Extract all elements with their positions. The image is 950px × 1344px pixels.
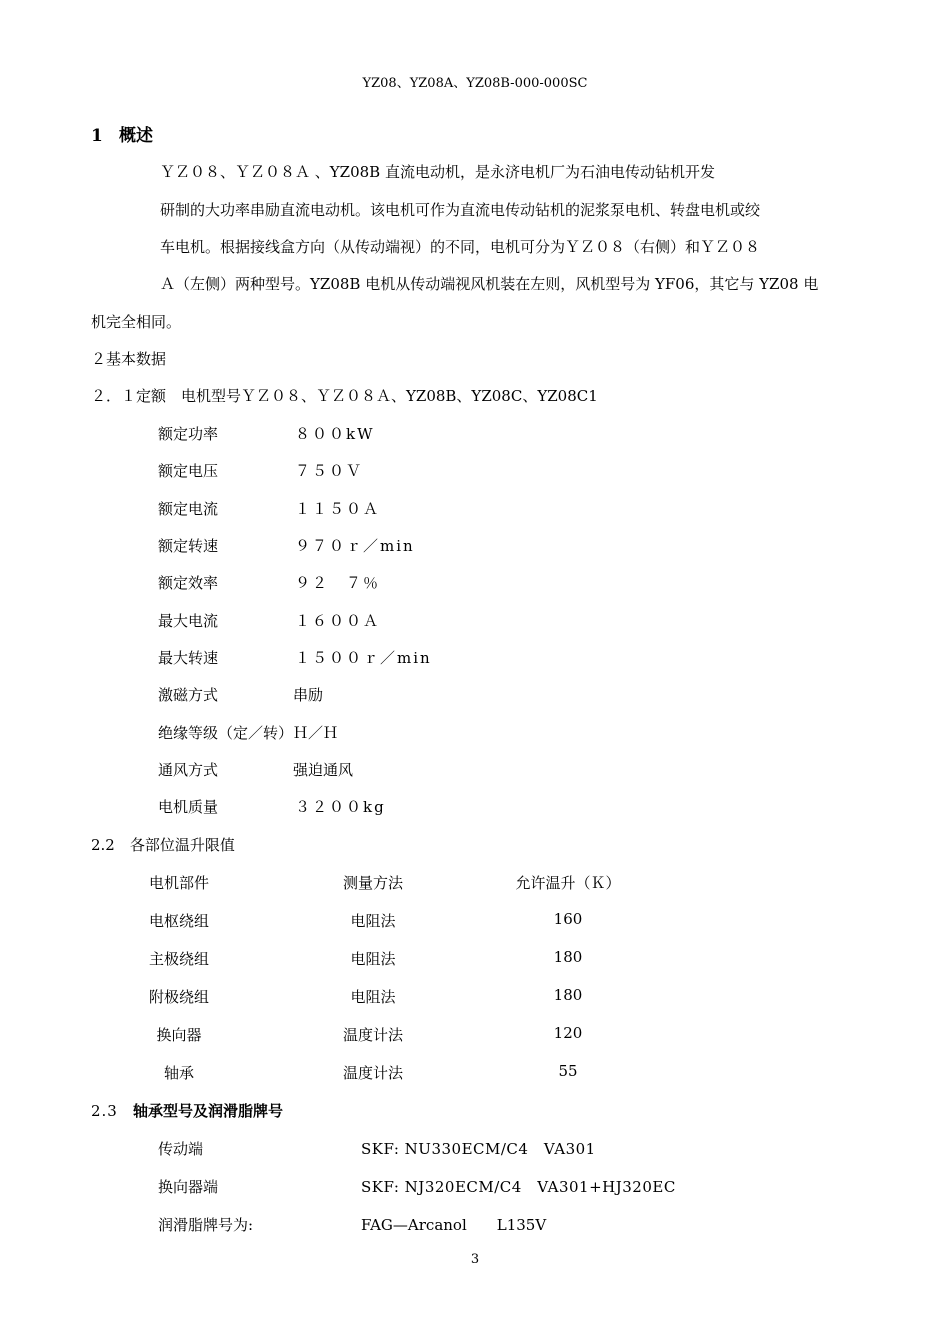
table-header-cell: 测量方法 (342, 874, 403, 892)
section-2-3-heading (91, 1100, 283, 1121)
overview-line-1: ＹＺ０８、ＹＺ０８Ａ 、YZ08B 直流电动机，是永济电机厂为石油电传动钻机开发 (160, 163, 715, 181)
rating-value: ９２ ７％ (295, 574, 381, 592)
table-cell: 55 (558, 1062, 578, 1080)
section-1-heading (91, 121, 153, 146)
rating-value: ３２００kg (295, 798, 386, 816)
rating-label: 绝缘等级（定／转）Ｈ／Ｈ (158, 724, 339, 742)
bearing-label: 传动端 (158, 1140, 204, 1158)
overview-line-4: Ａ（左侧）两种型号。YZ08B 电机从传动端视风机装在左则，风机型号为 YF06，其它与 YZ08 电 (160, 275, 819, 293)
rating-label: 额定电流 (158, 500, 219, 518)
table-header-cell: 电机部件 (148, 874, 209, 892)
section-2-2-heading: 2.2 各部位温升限值 (91, 836, 235, 854)
section-2-3-title: 轴承型号及润滑脂牌号 (133, 1102, 284, 1120)
overview-line-3: 车电机。根据接线盒方向（从传动端视）的不同，电机可分为ＹＺ０８（右侧）和ＹＺ０８ (160, 238, 761, 256)
rating-value: 串励 (293, 686, 324, 704)
rating-value: １５００ｒ／min (295, 649, 432, 667)
table-cell: 换向器 (156, 1026, 202, 1044)
rating-label: 额定功率 (158, 425, 219, 443)
section-1-title: 概述 (119, 126, 153, 146)
rating-value: ７５０Ｖ (295, 462, 364, 480)
rating-value: １１５０Ａ (295, 500, 381, 518)
table-cell: 电阻法 (350, 988, 396, 1006)
rating-value: ９７０ｒ／min (295, 537, 415, 555)
rating-label: 通风方式 (158, 761, 219, 779)
table-cell: 120 (553, 1024, 583, 1042)
table-cell: 电阻法 (350, 912, 396, 930)
section-2-3-number: 2.3 (91, 1102, 118, 1120)
bearing-value: SKF: NJ320ECM/C4 VA301+HJ320EC (361, 1178, 676, 1196)
section-2-1-heading: ２．１定额 电机型号ＹＺ０８、ＹＺ０８Ａ、YZ08B、YZ08C、YZ08C1 (91, 387, 598, 405)
section-1-number: 1 (91, 126, 103, 146)
bearing-value: SKF: NU330ECM/C4 VA301 (361, 1140, 596, 1158)
table-cell: 电阻法 (350, 950, 396, 968)
section-2-heading: ２基本数据 (91, 350, 167, 368)
rating-value: １６００Ａ (295, 612, 381, 630)
bearing-label: 换向器端 (158, 1178, 219, 1196)
rating-value: 强迫通风 (293, 761, 354, 779)
table-cell: 180 (553, 986, 583, 1004)
document-header: YZ08、YZ08A、YZ08B-000-000SC (362, 76, 588, 91)
rating-label: 额定转速 (158, 537, 219, 555)
rating-label: 额定电压 (158, 462, 219, 480)
rating-label: 额定效率 (158, 574, 219, 592)
table-cell: 主极绕组 (148, 950, 209, 968)
grease-label: 润滑脂牌号为: (158, 1216, 254, 1234)
table-cell: 电枢绕组 (148, 912, 209, 930)
table-cell: 附极绕组 (148, 988, 209, 1006)
rating-label: 最大电流 (158, 612, 219, 630)
overview-line-5: 机完全相同。 (91, 313, 182, 331)
table-cell: 160 (553, 910, 583, 928)
page-number: 3 (470, 1252, 480, 1267)
table-cell: 温度计法 (342, 1064, 403, 1082)
rating-label: 电机质量 (158, 798, 219, 816)
grease-value: FAG—Arcanol L135V (361, 1216, 547, 1234)
table-header-cell: 允许温升（Ｋ） (515, 874, 621, 892)
rating-value: ８００kW (295, 425, 375, 443)
rating-label: 激磁方式 (158, 686, 219, 704)
rating-label: 最大转速 (158, 649, 219, 667)
table-cell: 温度计法 (342, 1026, 403, 1044)
table-cell: 180 (553, 948, 583, 966)
table-cell: 轴承 (163, 1064, 194, 1082)
overview-line-2: 研制的大功率串励直流电动机。该电机可作为直流电传动钻机的泥浆泵电机、转盘电机或绞 (160, 201, 761, 219)
